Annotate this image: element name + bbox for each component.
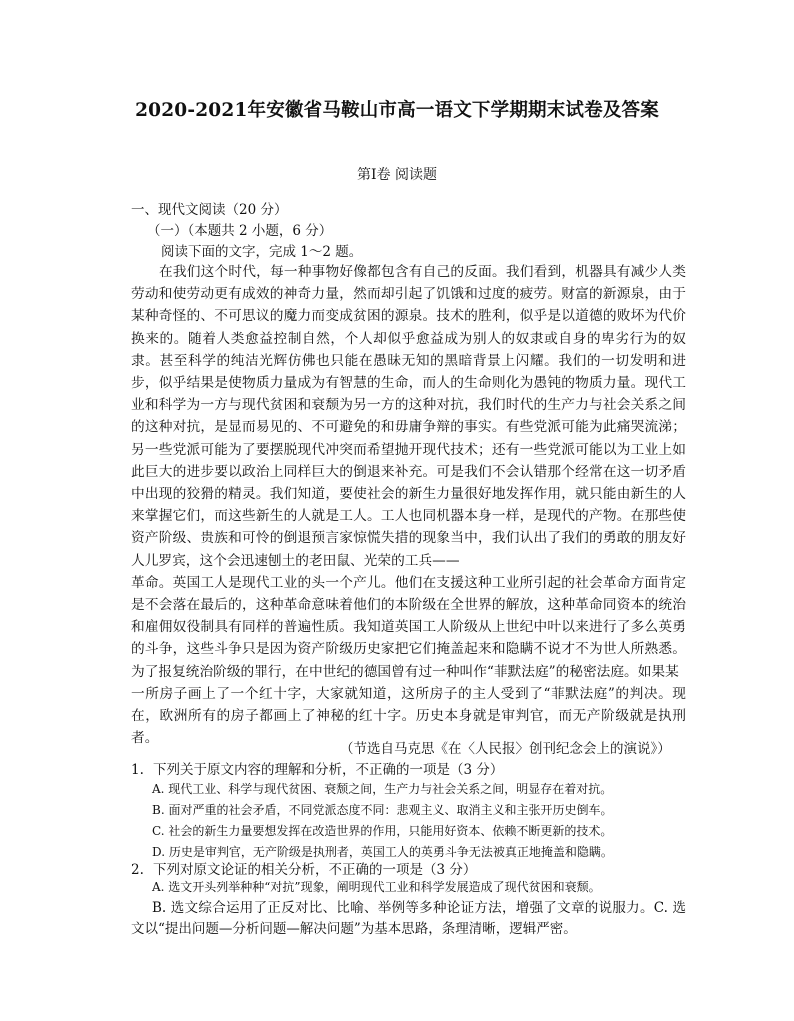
passage-paragraph: 革命。英国工人是现代工业的头一个产儿。他们在支援这种工业所引起的社会革命方面肯定是不会落在最后的，这种革命意味着他们的本阶级在全世界的解放，这种革命同资本的统治和雇佣奴役制具有同样的普遍性质。我知道英国工人阶级从上世纪中叶以来进行了多么英勇的斗争，这些斗争只是因为资产阶级历史家把它们掩盖起来和隐瞒不说才不为世人所熟悉。为了报复统治阶级的罪行，在中世纪的德国曾有过一种叫作“菲默法庭”的秘密法庭。如果某 [131, 574, 686, 680]
document-title: 2020-2021年安徽省马鞍山市高一语文下学期期末试卷及答案 [135, 100, 659, 121]
question-text: 下列关于原文内容的理解和分析，不正确的一项是（3 分） [153, 762, 504, 778]
question-1-option-a: A. 现代工业、科学与现代贫困、衰颓之间，生产力与社会关系之间，明显存在着对抗。 [152, 782, 613, 796]
subsection-heading: （一）（本题共 2 小题，6 分） [147, 223, 333, 239]
passage-source: （节选自马克思《在〈人民报〉创刊纪念会上的演说》） [340, 741, 671, 757]
question-1-option-d: D. 历史是审判官，无产阶级是执刑者，英国工人的英勇斗争无法被真正地掩盖和隐瞒。 [152, 845, 613, 859]
question-number: 2. [131, 862, 144, 878]
question-1-option-c: C. 社会的新生力量要想发挥在改造世界的作用，只能用好资本、依赖不断更新的技术。 [152, 824, 613, 838]
passage-paragraph: 在我们这个时代，每一种事物好像都包含有自己的反面。我们看到，机器具有减少人类劳动和使劳动更有成效的神奇力量，然而却引起了饥饿和过度的疲劳。财富的新源泉，由于某种奇怪的、不可思议的魔力而变成贫困的源泉。技术的胜利，似乎是以道德的败坏为代价换来的。随着人类愈益控制自然，个人却似乎愈益成为别人的奴隶或自身的卑劣行为的奴隶。甚至科学的纯洁光辉仿佛也只能在愚昧无知的黑暗背景上闪耀。我们的一切发明和进步，似乎结果是使物质力量成为有智慧的生命，而人的生命则化为愚钝的物质力量。现代工业和科学为一方与现代贫困和衰颓为另一方的这种对抗，我们时代的生产力与社会关系之间的这种对抗，是显而易见的、不可避免的和毋庸争辩的事实。有些党派可能为此痛哭流涕；另一些党派可能为了要摆脱现代冲突而希望抛开现代技术；还有一些党派可能以为工业上如此巨大的进步要以政治上同样巨大的倒退来补充。可是我们不会认错那个经常在这一切矛盾中出现的狡猾的精灵。我们知道，要使社会的新生力量很好地发挥作用，就只能由新生的人来掌握它们，而这些新生的人就是工人。工人也同机器本身一样，是现代的产物。在那些使资产阶级、贵族和可怜的倒退预言家惊慌失措的现象当中，我们认出了我们的勇敢的朋友好人儿罗宾，这个会迅速刨土的老田鼠、光荣的工兵—— [131, 264, 686, 569]
reading-passage [131, 261, 686, 749]
passage-paragraph: 一所房子画上了一个红十字，大家就知道，这所房子的主人受到了“菲默法庭”的判决。现在，欧洲所有的房子都画上了神秘的红十字。历史本身就是审判官，而无产阶级就是执刑者。 [131, 685, 686, 747]
question-1-stem [131, 758, 503, 778]
question-1-option-b: B. 面对严重的社会矛盾，不同党派态度不同：悲观主义、取消主义和主张开历史倒车。 [152, 803, 613, 817]
part-heading: 一、现代文阅读（20 分） [131, 202, 288, 218]
question-text: 下列对原文论证的相关分析，不正确的一项是（3 分） [153, 862, 477, 878]
question-number: 1. [131, 762, 144, 778]
instruction-text: 阅读下面的文字，完成 1～2 题。 [161, 244, 363, 260]
question-2-option-a: A. 选文开头列举种种“对抗”现象，阐明现代工业和科学发展造成了现代贫困和衰颓。 [152, 880, 601, 894]
section-title: 第Ⅰ卷 阅读题 [357, 167, 437, 183]
question-2-option-b: B. 选文综合运用了正反对比、比喻、举例等多种论证方法，增强了文章的说服力。C. 选文以“提出问题—分析问题—解决问题”为基本思路，条理清晰，逻辑严密。 [131, 900, 686, 937]
question-2-stem [131, 858, 476, 878]
